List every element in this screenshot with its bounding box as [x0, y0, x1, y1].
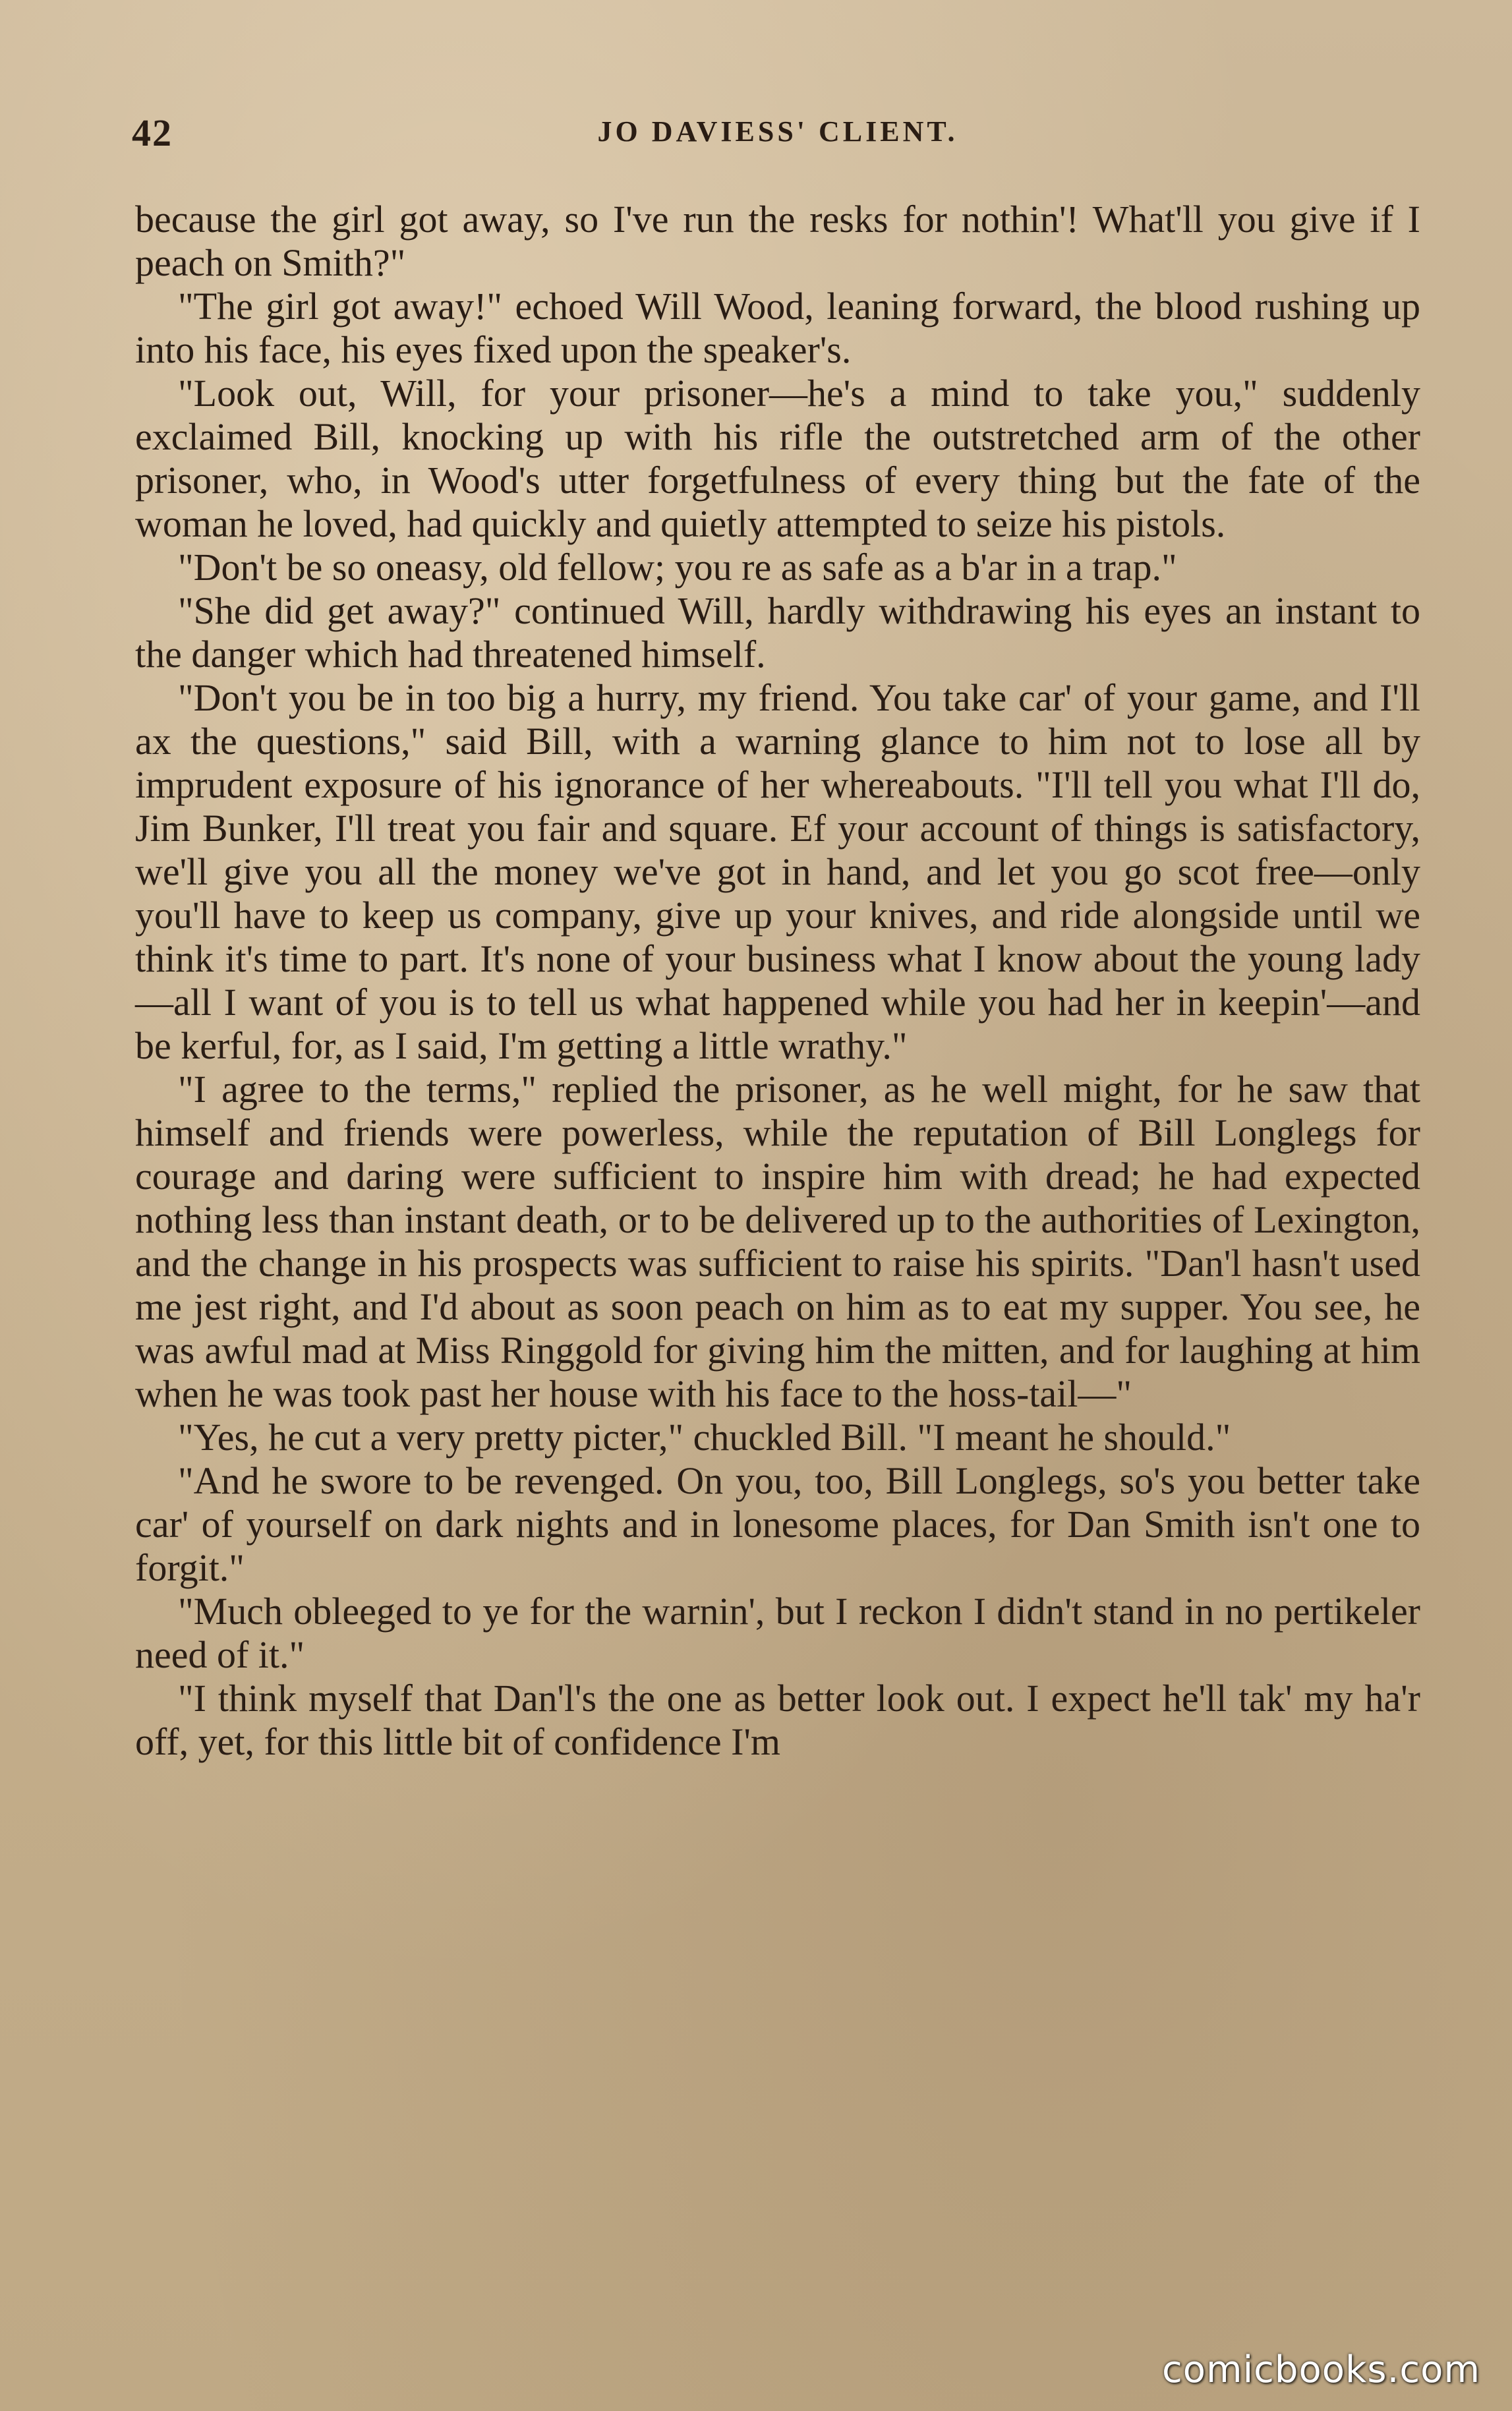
paragraph: "She did get away?" continued Will, hardly withdrawing his eyes an instant to the danger which had threatened himself. — [135, 589, 1420, 676]
page-number: 42 — [132, 111, 173, 154]
paragraph: "The girl got away!" echoed Will Wood, leaning forward, the blood rushing up into his face, his eyes fixed upon the speaker's. — [135, 285, 1420, 371]
watermark: comicbooks.com — [1161, 2348, 1480, 2391]
running-head: JO DAVIESS' CLIENT. — [597, 115, 958, 148]
paragraph: "Don't you be in too big a hurry, my friend. You take car' of your game, and I'll ax the questions," said Bill, with a warning glance to him not to lose all by imprudent exposure of his ignorance of her whereabouts. "I'll tell you what I'll do, Jim Bunker, I'll treat you fair and square. Ef your account of things is satisfactory, we'll give you all the money we've got in hand, and let you go scot free—only you'll have to keep us company, give up your knives, and ride alongside until we think it's time to part. It's none of your business what I know about the young lady—all I want of you is to tell us what happened while you had her in keepin'—and be kerful, for, as I said, I'm getting a little wrathy." — [135, 676, 1420, 1067]
paragraph: because the girl got away, so I've run the resks for nothin'! What'll you give if I peach on Smith?" — [135, 198, 1420, 284]
paragraph: "I think myself that Dan'l's the one as better look out. I expect he'll tak' my ha'r off, yet, for this little bit of confidence I'm — [135, 1677, 1420, 1763]
paragraph: "And he swore to be revenged. On you, too, Bill Longlegs, so's you better take car' of yourself on dark nights and in lonesome places, for Dan Smith isn't one to forgit." — [135, 1459, 1420, 1589]
body-text — [135, 198, 1420, 1764]
paragraph: "Much obleeged to ye for the warnin', but I reckon I didn't stand in no pertikeler need of it." — [135, 1590, 1420, 1676]
page-header — [132, 111, 1424, 163]
paragraph: "Look out, Will, for your prisoner—he's a mind to take you," suddenly exclaimed Bill, knocking up with his rifle the outstretched arm of the other prisoner, who, in Wood's utter forgetfulness of every thing but the fate of the woman he loved, had quickly and quietly attempted to seize his pistols. — [135, 372, 1420, 545]
paragraph: "Yes, he cut a very pretty picter," chuckled Bill. "I meant he should." — [178, 1416, 1231, 1459]
paragraph: "I agree to the terms," replied the prisoner, as he well might, for he saw that himself and friends were powerless, while the reputation of Bill Longlegs for courage and daring were sufficient to inspire him with dread; he had expected nothing less than instant death, or to be delivered up to the authorities of Lexington, and the change in his prospects was sufficient to raise his spirits. "Dan'l hasn't used me jest right, and I'd about as soon peach on him as to eat my supper. You see, he was awful mad at Miss Ringgold for giving him the mitten, and for laughing at him when he was took past her house with his face to the hoss-tail—" — [135, 1068, 1420, 1415]
paragraph: "Don't be so oneasy, old fellow; you re as safe as a b'ar in a trap." — [178, 546, 1177, 589]
